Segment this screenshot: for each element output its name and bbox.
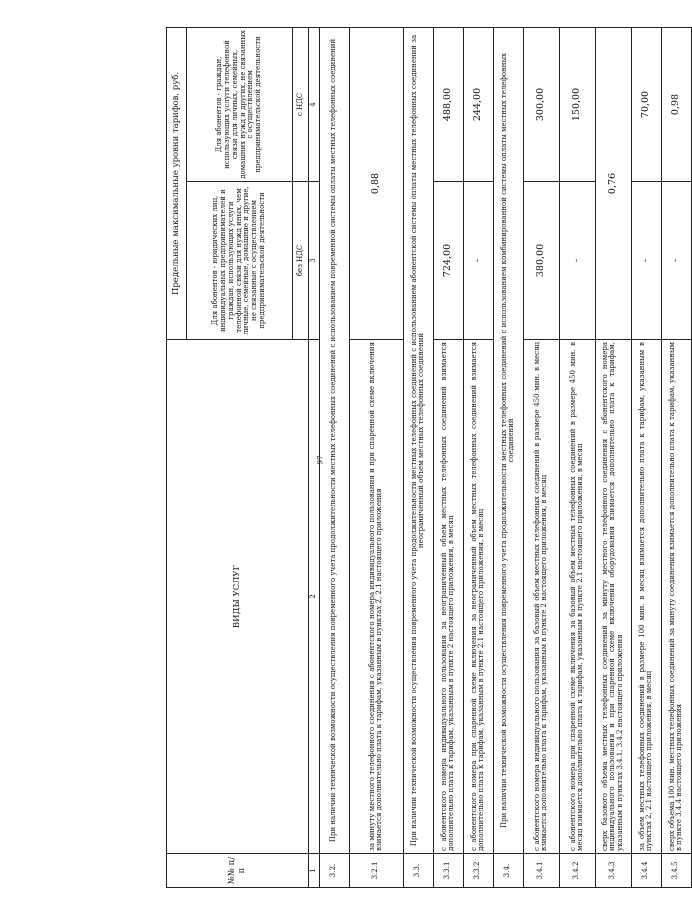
table-row xyxy=(349,27,403,887)
row-description: с абонентского номера индивидуального пользования за неограниченный объем местных телефонных соединений взимается дополнительно плата к тарифам, указанным в пункте 2 настоящего приложения, в месяц xyxy=(433,340,463,854)
table-row xyxy=(595,27,631,887)
table-row xyxy=(523,27,559,887)
header-services: ВИДЫ УСЛУГ xyxy=(167,340,309,854)
row-number: 3.4.2 xyxy=(559,854,595,888)
tariff-value-with-vat: 150,00 xyxy=(559,27,595,181)
header-num: №№ п/п xyxy=(167,854,309,888)
tariff-value-no-vat: - xyxy=(631,182,661,340)
tariff-value-with-vat: 244,00 xyxy=(463,27,493,181)
section-heading: При наличии технической возможности осуществления повременного учета продолжительности местных телефонных соединений с использованием повременной системы оплаты местных телефонных соединений xyxy=(319,27,349,853)
tariff-value: 0,88 xyxy=(349,27,403,339)
column-index-1: 1 xyxy=(309,854,320,888)
table-row xyxy=(631,27,661,887)
row-number: 3.2. xyxy=(319,854,349,888)
row-number: 3.2.1 xyxy=(349,854,403,888)
section-heading: При наличии технической возможности осуществления повременного учета продолжительности местных телефонных соединений с использованием комбинированной системы оплаты местных телефонных соединений xyxy=(493,27,523,853)
tariff-value-with-vat: 70,00 xyxy=(631,27,661,181)
column-index-3: 3 xyxy=(309,182,320,340)
row-description: за минуту местного телефонного соединения с абонентского номера индивидуального пользования и при спаренной схеме включения взимается дополнительно плата к тарифам, указанным в пунктах 2, 2.1 настоящего приложения xyxy=(349,340,403,854)
table-row xyxy=(433,27,463,887)
table-row xyxy=(661,27,691,887)
header-citizens: Для абонентов - граждан, использующих услуги телефонной связи для личных, семейных, домашних нужд и других, не связанных с осуществлением предпринимательской деятельности xyxy=(187,27,293,181)
row-description: с абонентского номера при спаренной схеме включения за неограниченный объем местных телефонных соединений взимается дополнительно плата к тарифам, указанным в пункте 2.1 настоящего приложения, в месяц xyxy=(463,340,493,854)
row-number: 3.4.3 xyxy=(595,854,631,888)
header-tariffs: Предельные максимальные уровни тарифов, руб. xyxy=(167,27,187,339)
tariff-value-with-vat: 300,00 xyxy=(523,27,559,181)
table-row xyxy=(493,27,523,887)
tariff-value-no-vat: - xyxy=(661,182,691,340)
row-number: 3.4.1 xyxy=(523,854,559,888)
section-heading: При наличии технической возможности осуществления повременного учета продолжительности местных телефонных соединений с использованием абонентской системы оплаты местных телефонных соединений за неограниченный объем местных телефонных соединений xyxy=(403,27,433,853)
row-number: 3.3.2 xyxy=(463,854,493,888)
header-legal-entities: Для абонентов - юридических лиц, индивидуальных предпринимателей и граждан, использующих услуги телефонной связи для нужд иных, чем личные, семейные, домашние и другие, не связанные с осуществлением предпринимательской деятельности xyxy=(187,182,293,340)
table-row xyxy=(463,27,493,887)
table-row xyxy=(559,27,595,887)
row-number: 3.4.4 xyxy=(631,854,661,888)
row-description: с абонентского номера индивидуального пользования за базовый объем местных телефонных соединений в размере 450 мин. в месяц взимается дополнительно плата к тарифам, указанным в пункте 2 настоящего приложения, в месяц xyxy=(523,340,559,854)
row-description: с абонентского номера при спаренной схеме включения за базовый объем местных телефонных соединений в размере 450 мин. в месяц взимается дополнительно плата к тарифам, указанным в пункте 2.1 настоящего приложения, в месяц xyxy=(559,340,595,854)
row-number: 3.3.1 xyxy=(433,854,463,888)
row-number: 3.4. xyxy=(493,854,523,888)
tariff-value-with-vat: 488,00 xyxy=(433,27,463,181)
tariff-value-no-vat: - xyxy=(559,182,595,340)
tariff-value-no-vat: - xyxy=(463,182,493,340)
row-number: 3.3. xyxy=(403,854,433,888)
tariff-value-no-vat: 724,00 xyxy=(433,182,463,340)
tariff-value-no-vat: 380,00 xyxy=(523,182,559,340)
page-number: 97 xyxy=(316,455,325,465)
column-index-2: 2 xyxy=(309,340,320,854)
tariff-value: 0,76 xyxy=(595,27,631,339)
row-description: за объем местных телефонных соединений в размере 100 мин. в месяц взимается дополнительно плата к тарифам, указанным в пунктах 2, 2.1 настоящего приложения, в месяц xyxy=(631,340,661,854)
tariff-value-with-vat: 0,98 xyxy=(661,27,691,181)
tariff-table-rotated xyxy=(166,28,684,888)
table-row xyxy=(403,27,433,887)
column-index-4: 4 xyxy=(309,27,320,181)
header-with-vat: с НДС xyxy=(293,27,309,181)
row-description: сверх базового объема местных телефонных соединений за минуту местного телефонного соединения с абонентского номера индивидуального пользования и при спаренной схеме включения оборудования взимается дополнительно плата к тарифам, указанным в пунктах 3.4.1, 3.4.2 настоящего приложения xyxy=(595,340,631,854)
tariff-table xyxy=(166,27,692,888)
table-row xyxy=(319,27,349,887)
row-description: сверх объема 100 мин. местных телефонных соединений за минуту соединения взимается дополнительно плата к тарифам, указанным в пункте 3.4.4 настоящего приложения xyxy=(661,340,691,854)
row-number: 3.4.5 xyxy=(661,854,691,888)
header-no-vat: без НДС xyxy=(293,182,309,340)
